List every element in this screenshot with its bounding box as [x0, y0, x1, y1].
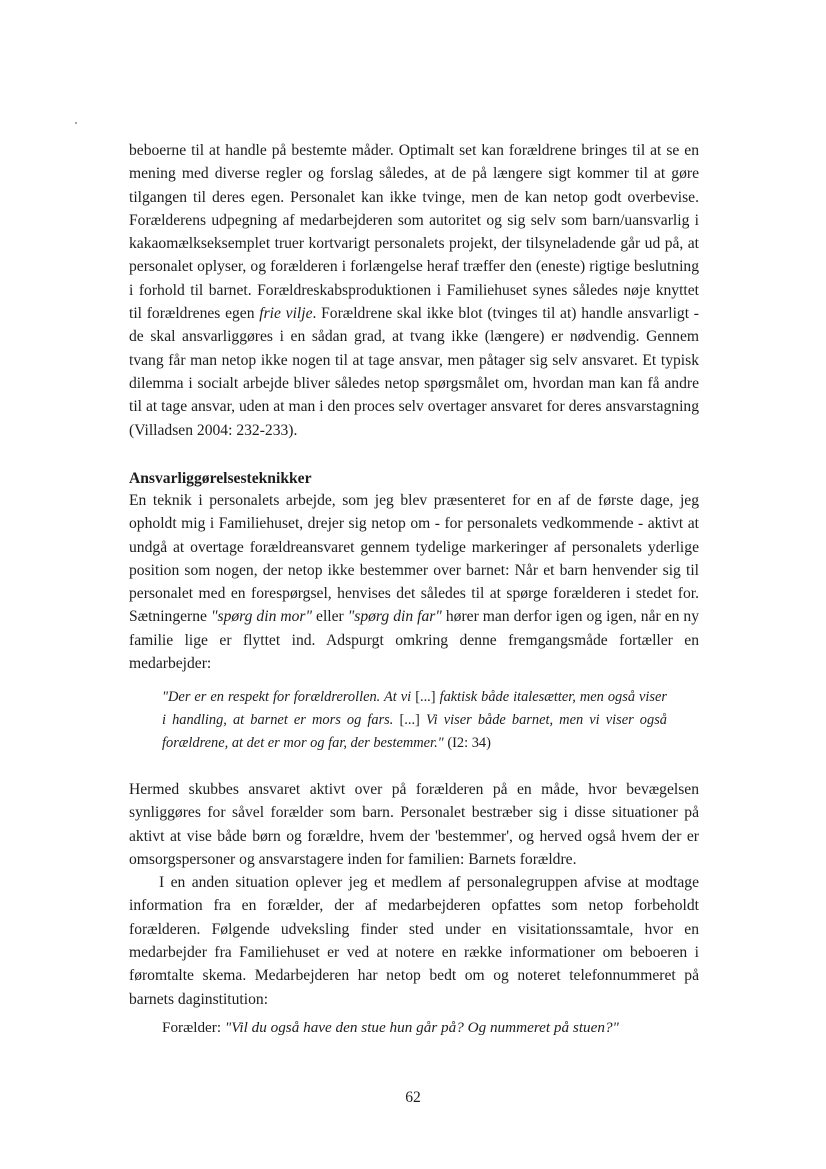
text-run: . Forældrene skal ikke blot (tvinges til at) handle ansvarligt - de skal ansvarliggøres i en sådan grad, at tvang ikke (længere) er nødvendig. Gennem tvang får man netop ikke nogen til at tage ansvar, men påtager sig selv ansvaret. Et typisk dilemma i socialt arbejde bliver således netop spørgsmålet om, hvordan man kan få andre til at tage ansvar, uden at man i den proces selv overtager ansvaret for deres ansvarstagning (Villadsen 2004: 232-233).	[129, 305, 699, 439]
italic-text-run: frie vilje	[259, 305, 313, 323]
italic-text-run: faktisk både italesætter, men også viser i handling, at barnet er mors og fars.	[162, 689, 667, 728]
interview-quote	[162, 686, 667, 755]
italic-text-run: Vi viser både barnet, men vi viser også forældrene, at det er mor og far, der bestemmer."	[162, 712, 667, 751]
section-heading: Ansvarliggørelsesteknikker	[129, 470, 312, 487]
scan-speck	[75, 122, 77, 124]
text-run: beboerne til at handle på bestemte måder. Optimalt set kan forældrene bringes til at se en mening med diverse regler og forslag således, at de på længere sigt kommer til at gøre tilgangen til deres egen. Personalet kan ikke tvinge, men de kan netop godt overbevise. Forælderens udpegning af medarbejderen som autoritet og sig selv som barn/uansvarlig i kakaomælkseksemplet truer kortvarigt personalets projekt, der tilsyneladende går ud på, at personalet oplyser, og forælderen i forlængelse heraf træffer den (eneste) rigtige beslutning i forhold til barnet. Forældreskabsproduktionen i Familiehuset synes således nøje knyttet til forældrenes egen	[129, 142, 699, 323]
italic-text-run: "Der er en respekt for forældrerollen. At vi	[162, 689, 416, 705]
text-run: [...]	[415, 689, 436, 705]
text-run: En teknik i personalets arbejde, som jeg blev præsenteret for en af de første dage, jeg opholdt mig i Familiehuset, drejer sig netop om - for personalets vedkommende - aktivt at undgå at overtage forældreansvaret gennem tydelige markeringer af personalets yderlige position som nogen, der netop ikke bestemmer over barnet: Når et barn henvender sig til personalet med en forespørgsel, henvises det således til at spørge forælderen i stedet for. Sætningerne	[129, 492, 699, 626]
paragraph-4	[129, 871, 699, 1011]
text-run: I en anden situation oplever jeg et medlem af personalegruppen afvise at modtage information fra en forælder, der af medarbejderen opfattes som netop forbeholdt forælderen. Følgende udveksling finder sted under en visitationssamtale, hvor en medarbejder fra Familiehuset er ved at notere en række informationer om beboeren i føromtalte skema. Medarbejderen har netop bedt om og noteret telefonnummeret på barnets daginstitution:	[129, 874, 699, 1008]
text-run: (I2: 34)	[443, 735, 491, 751]
italic-text-run: "Vil du også have den stue hun går på? Og nummeret på stuen?"	[224, 1019, 619, 1036]
paragraph-1	[129, 139, 699, 442]
dialog-line	[162, 1016, 619, 1039]
italic-text-run: "spørg din mor"	[210, 608, 313, 626]
text-run: Forælder:	[162, 1019, 225, 1036]
text-run: hører man derfor igen og igen, når en ny familie lige er flyttet ind. Adspurgt omkring denne fremgangsmåde fortæller en medarbejder:	[129, 608, 700, 673]
paragraph-2	[129, 489, 699, 675]
paragraph-group	[129, 778, 699, 1011]
page-number: 62	[405, 1089, 421, 1106]
text-run: eller	[312, 608, 348, 626]
text-run: [...]	[399, 712, 420, 728]
paragraph-3	[129, 778, 699, 871]
italic-text-run: "spørg din far"	[347, 608, 442, 626]
text-run: Hermed skubbes ansvaret aktivt over på forælderen på en måde, hvor bevægelsen synliggøres for såvel forælder som barn. Personalet bestræber sig i disse situationer på aktivt at vise både børn og forældre, hvem der 'bestemmer', og herved også hvem der er omsorgspersoner og ansvarstagere inden for familien: Barnets forældre.	[129, 781, 699, 868]
